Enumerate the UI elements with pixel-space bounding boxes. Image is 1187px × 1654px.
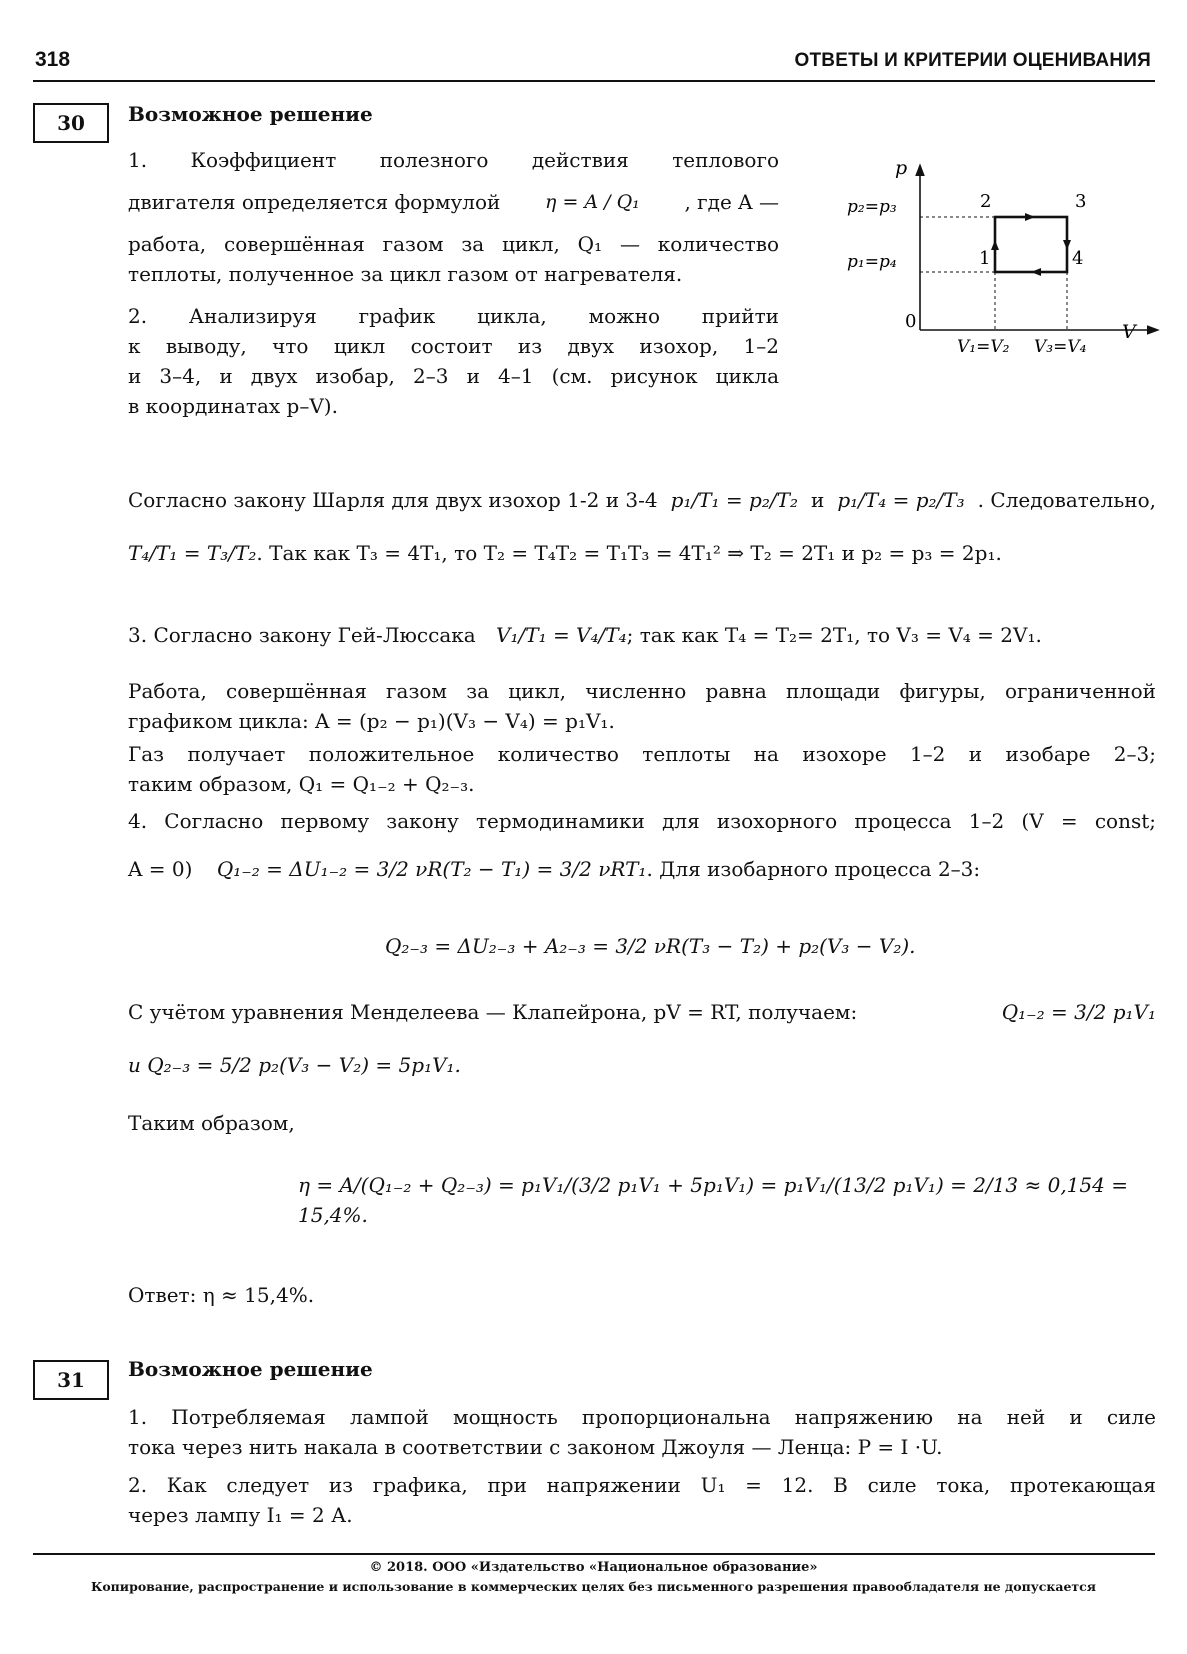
work-line-2: графиком цикла: A = (p₂ − p₁)(V₃ − V₄) = p₁V₁. — [128, 709, 615, 733]
task30-p1-line3: работа, совершённая газом за цикл, Q₁ — количество — [128, 232, 779, 256]
task31-p2-line1: 2. Как следует из графика, при напряжении U₁ = 12. В силе тока, протекающая — [128, 1473, 1156, 1497]
heat-line-2: таким образом, Q₁ = Q₁₋₂ + Q₂₋₃. — [128, 772, 475, 796]
task-number-31: 31 — [33, 1360, 109, 1400]
arrow-4-1 — [1031, 268, 1041, 276]
arrow-2-3 — [1025, 213, 1035, 221]
axis-v-label: V — [1122, 321, 1136, 343]
label-p23: p₂=p₃ — [847, 197, 897, 217]
footer-notice: Копирование, распространение и использование в коммерческих целях без письменного разрешения правообладателя не допускается — [90, 1579, 1097, 1594]
task31-heading: Возможное решение — [128, 1357, 373, 1381]
task30-p1-line2-b: , где A — — [684, 190, 779, 214]
mendeleev-line — [128, 997, 1156, 1027]
temperature-derivation: . Так как T₃ = 4T₁, то T₂ = T₄T₂ = T₁T₃ = 4T₁² ⇒ T₂ = 2T₁ и p₂ = p₃ = 2p₁. — [256, 541, 1002, 565]
point-1: 1 — [979, 248, 991, 269]
work-line-1: Работа, совершённая газом за цикл, численно равна площади фигуры, ограниченной — [128, 679, 1156, 703]
footer-divider — [33, 1553, 1155, 1555]
task30-answer: Ответ: η ≈ 15,4%. — [128, 1283, 315, 1307]
q23-formula: Q₂₋₃ = ΔU₂₋₃ + A₂₋₃ = 3/2 νR(T₃ − T₂) + p₂(V₃ − V₂). — [385, 934, 916, 958]
charles-law-line — [128, 485, 1156, 515]
page-number: 318 — [35, 48, 71, 71]
cycle-rectangle — [995, 217, 1067, 272]
task30-p1-line4: теплоты, полученное за цикл газом от нагревателя. — [128, 262, 683, 286]
q12-formula: Q₁₋₂ = ΔU₁₋₂ = 3/2 νR(T₂ − T₁) = 3/2 νRT₁ — [216, 857, 647, 881]
mendeleev-text: С учётом уравнения Менделеева — Клапейрона, pV = RT, получаем: — [128, 1000, 858, 1024]
charles-text-b: . Следовательно, — [977, 488, 1156, 512]
task-number-30: 30 — [33, 103, 109, 143]
pv-cycle-graph — [835, 160, 1160, 360]
task30-p2-line2: к выводу, что цикл состоит из двух изохор, 1–2 — [128, 334, 779, 358]
label-p14: p₁=p₄ — [847, 252, 897, 272]
charles-eq-1: p₁/T₁ = p₂/T₂ — [670, 488, 798, 512]
task31-p1-line2: тока через нить накала в соответствии с законом Джоуля — Ленца: P = I ·U. — [128, 1435, 943, 1459]
first-law-paragraph — [128, 806, 1156, 884]
task30-p1-line2 — [128, 187, 779, 217]
task30-heading: Возможное решение — [128, 102, 373, 126]
charles-text-a: Согласно закону Шарля для двух изохор 1-2 и 3-4 — [128, 488, 658, 512]
task31-paragraph-1 — [128, 1402, 1156, 1462]
first-law-line-2-b: . Для изобарного процесса 2–3: — [646, 857, 981, 881]
mendeleev-q23: и Q₂₋₃ = 5/2 p₂(V₃ − V₂) = 5p₁V₁. — [128, 1053, 461, 1077]
task30-paragraph-1 — [128, 145, 779, 421]
heat-line-1: Газ получает положительное количество теплоты на изохоре 1–2 и изобаре 2–3; — [128, 742, 1156, 766]
mendeleev-q12: Q₁₋₂ = 3/2 p₁V₁ — [1001, 1000, 1156, 1024]
temperature-line — [128, 538, 1156, 568]
label-v12: V₁=V₂ — [957, 337, 1010, 357]
point-4: 4 — [1072, 248, 1084, 269]
task30-p2-line4: в координатах p–V). — [128, 394, 338, 418]
task30-p2-line1: 2. Анализируя график цикла, можно прийти — [128, 304, 779, 328]
work-paragraph — [128, 676, 1156, 736]
charles-and: и — [810, 488, 825, 512]
task31-paragraph-2 — [128, 1470, 1156, 1530]
task31-p2-line2: через лампу I₁ = 2 А. — [128, 1503, 353, 1527]
header-divider — [33, 80, 1155, 82]
arrow-1-2 — [991, 240, 999, 250]
task30-p1-line2-a: двигателя определяется формулой — [128, 190, 501, 214]
efficiency-final-formula: η = A/(Q₁₋₂ + Q₂₋₃) = p₁V₁/(3/2 p₁V₁ + 5p₁V₁) = p₁V₁/(13/2 p₁V₁) = 2/13 ≈ 0,154 = 15,4%. — [298, 1173, 1128, 1227]
axis-p-label: p — [895, 160, 908, 179]
task30-p2-line3: и 3–4, и двух изобар, 2–3 и 4–1 (см. рисунок цикла — [128, 364, 779, 388]
thus-label: Таким образом, — [128, 1111, 295, 1135]
arrow-3-4 — [1063, 240, 1071, 250]
gay-eq: V₁/T₁ = V₄/T₄ — [496, 623, 627, 647]
point-2: 2 — [980, 191, 992, 212]
charles-eq-2: p₁/T₄ = p₂/T₃ — [837, 488, 965, 512]
gay-text-a: 3. Согласно закону Гей-Люссака — [128, 623, 476, 647]
task30-p1-line1: 1. Коэффициент полезного действия теплового — [128, 148, 779, 172]
task31-p1-line1: 1. Потребляемая лампой мощность пропорциональна напряжению на ней и силе — [128, 1405, 1156, 1429]
gay-text-b: ; так как T₄ = T₂= 2T₁, то V₃ = V₄ = 2V₁. — [626, 623, 1042, 647]
eta-formula: η = A / Q₁ — [545, 191, 640, 213]
point-3: 3 — [1075, 191, 1087, 212]
origin-label: 0 — [905, 311, 917, 332]
heat-paragraph — [128, 739, 1156, 799]
temperature-ratio: T₄/T₁ = T₃/T₂ — [128, 541, 257, 565]
first-law-line-2 — [128, 854, 1156, 884]
label-v34: V₃=V₄ — [1034, 337, 1087, 357]
page-header-title: ОТВЕТЫ И КРИТЕРИИ ОЦЕНИВАНИЯ — [794, 50, 1151, 71]
footer-copyright: © 2018. ООО «Издательство «Национальное образование» — [369, 1560, 818, 1575]
first-law-line-1: 4. Согласно первому закону термодинамики для изохорного процесса 1–2 (V = const; — [128, 809, 1156, 833]
first-law-a0: A = 0) — [128, 857, 193, 881]
gay-lussac-line — [128, 620, 1156, 650]
